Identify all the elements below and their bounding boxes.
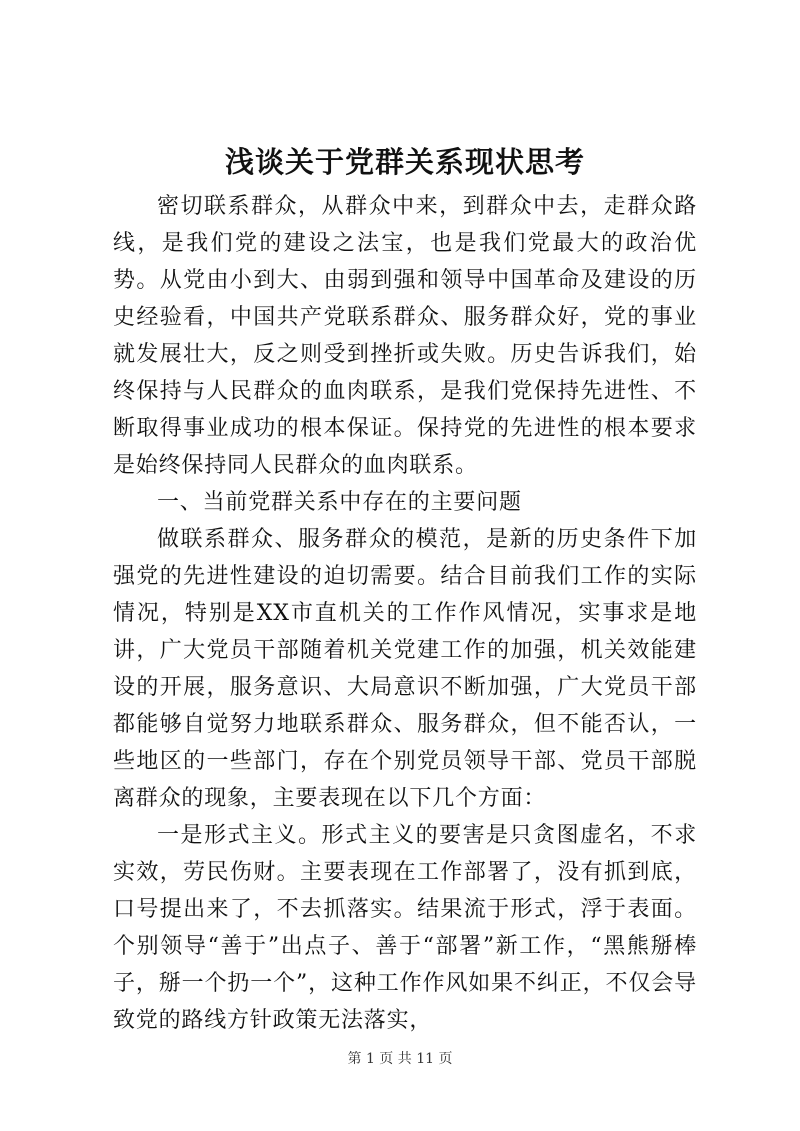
- document-body: [113, 188, 697, 1039]
- page-footer: 第 1 页 共 11 页: [347, 1051, 453, 1067]
- paragraph-intro: 密切联系群众，从群众中来，到群众中去，走群众路线，是我们党的建设之法宝，也是我们党最大的政治优势。从党由小到大、由弱到强和领导中国革命及建设的历史经验看，中国共产党联系群众、服务群众好，党的事业就发展壮大，反之则受到挫折或失败。历史告诉我们，始终保持与人民群众的血肉联系，是我们党保持先进性、不断取得事业成功的根本保证。保持党的先进性的根本要求是始终保持同人民群众的血肉联系。: [113, 194, 697, 478]
- document-title: 浅谈关于党群关系现状思考: [224, 145, 585, 179]
- paragraph-problems: 做联系群众、服务群众的模范，是新的历史条件下加强党的先进性建设的迫切需要。结合目前我们工作的实际情况，特别是XX市直机关的工作作风情况，实事求是地讲，广大党员干部随着机关党建工作的加强，机关效能建设的开展，服务意识、大局意识不断加强，广大党员干部都能够自觉努力地联系群众、服务群众，但不能否认，一些地区的一些部门，存在个别党员领导干部、党员干部脱离群众的现象，主要表现在以下几个方面：: [113, 527, 697, 811]
- section-heading-1: 一、当前党群关系中存在的主要问题: [157, 490, 522, 515]
- paragraph-formalism: 一是形式主义。形式主义的要害是只贪图虚名，不求实效，劳民伤财。主要表现在工作部署了，没有抓到底，口号提出来了，不去抓落实。结果流于形式，浮于表面。个别领导“善于”出点子、善于“部署”新工作，“黑熊掰棒子，掰一个扔一个”，这种工作作风如果不纠正，不仅会导致党的路线方针政策无法落实，: [113, 823, 697, 1033]
